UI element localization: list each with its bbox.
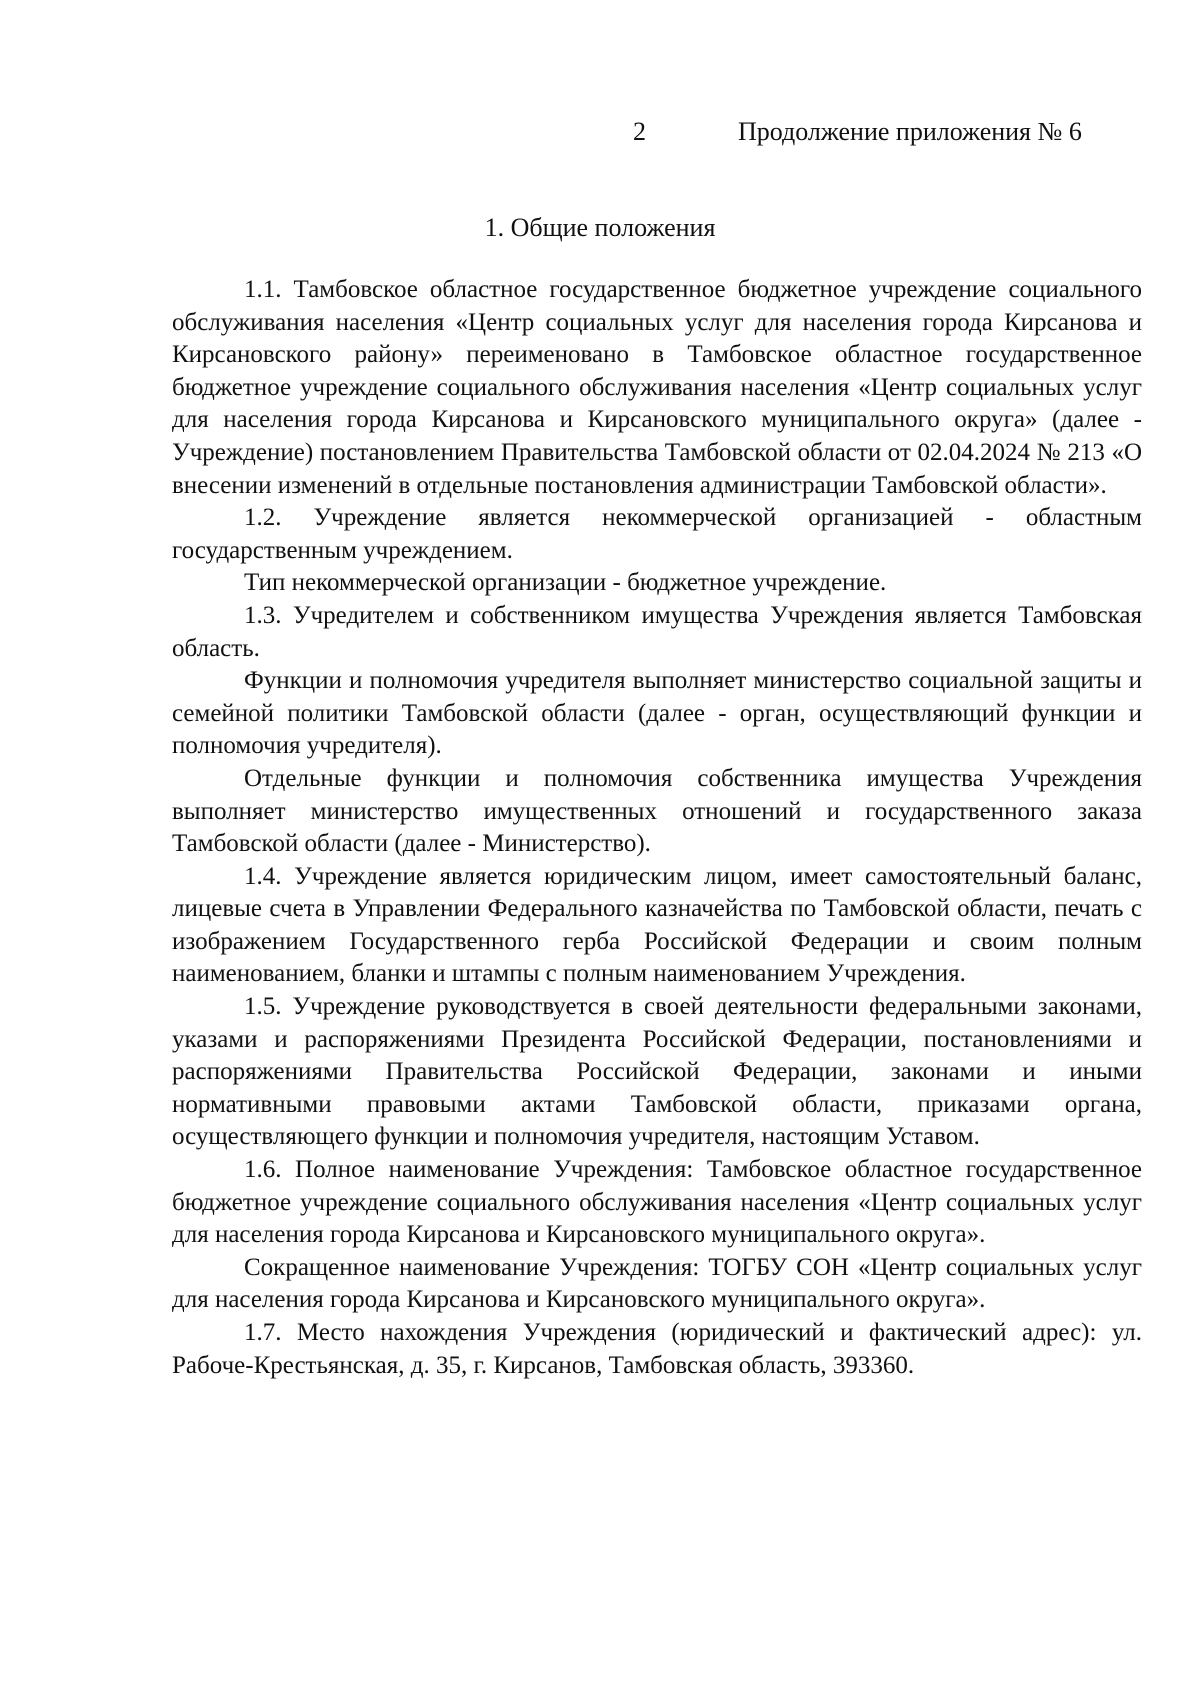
appendix-caption: Продолжение приложения № 6 (738, 117, 1082, 146)
paragraph-org-type: Тип некоммерческой организации - бюджетное учреждение. (244, 569, 887, 597)
section-title: 1. Общие положения (484, 213, 716, 242)
paragraph-1-6: 1.6. Полное наименование Учреждения: Тамбовское областное государственное бюджетное учреждение социального обслуживания населения «Центр социальных услуг для населения города Кирсанова и Кирсановского муниципального округа». (172, 1156, 1142, 1249)
paragraph-1-5: 1.5. Учреждение руководствуется в своей деятельности федеральными законами, указами и распоряжениями Президента Российской Федерации, постановлениями и распоряжениями Правительства Российской Федерации, законами и иными нормативными правовыми актами Тамбовской области, приказами органа, осуществляющего функции и полномочия учредителя, настоящим Уставом. (172, 993, 1142, 1151)
paragraph-owner-functions: Отдельные функции и полномочия собственника имущества Учреждения выполняет министерство имущественных отношений и государственного заказа Тамбовской области (далее - Министерство). (172, 764, 1142, 858)
paragraph-1-7: 1.7. Место нахождения Учреждения (юридический и фактический адрес): ул. Рабоче-Крестьянская, д. 35, г. Кирсанов, Тамбовская область, 393360. (172, 1319, 1142, 1379)
document-body (172, 274, 1142, 1382)
page-number: 2 (633, 117, 646, 146)
paragraph-1-3: 1.3. Учредителем и собственником имущества Учреждения является Тамбовская область. (172, 601, 1142, 662)
paragraph-1-1: 1.1. Тамбовское областное государственное бюджетное учреждение социального обслуживания населения «Центр социальных услуг для населения города Кирсанова и Кирсановского району» переименовано в Тамбовское областное государственное бюджетное учреждение социального обслуживания населения «Центр социальных услуг для населения города Кирсанова и Кирсановского муниципального округа» (далее - Учреждение) постановлением Правительства Тамбовской области от 02.04.2024 № 213 «О внесении изменений в отдельные постановления администрации Тамбовской области». (172, 276, 1142, 499)
paragraph-1-4: 1.4. Учреждение является юридическим лицом, имеет самостоятельный баланс, лицевые счета в Управлении Федерального казначейства по Тамбовской области, печать с изображением Государственного герба Российской Федерации и своим полным наименованием, бланки и штампы с полным наименованием Учреждения. (172, 862, 1142, 988)
paragraph-short-name: Сокращенное наименование Учреждения: ТОГБУ СОН «Центр социальных услуг для населения города Кирсанова и Кирсановского муниципального округа». (172, 1253, 1142, 1314)
paragraph-founder-functions: Функции и полномочия учредителя выполняет министерство социальной защиты и семейной политики Тамбовской области (далее - орган, осуществляющий функции и полномочия учредителя). (172, 667, 1142, 760)
paragraph-1-2: 1.2. Учреждение является некоммерческой организацией - областным государственным учреждением. (172, 504, 1142, 564)
